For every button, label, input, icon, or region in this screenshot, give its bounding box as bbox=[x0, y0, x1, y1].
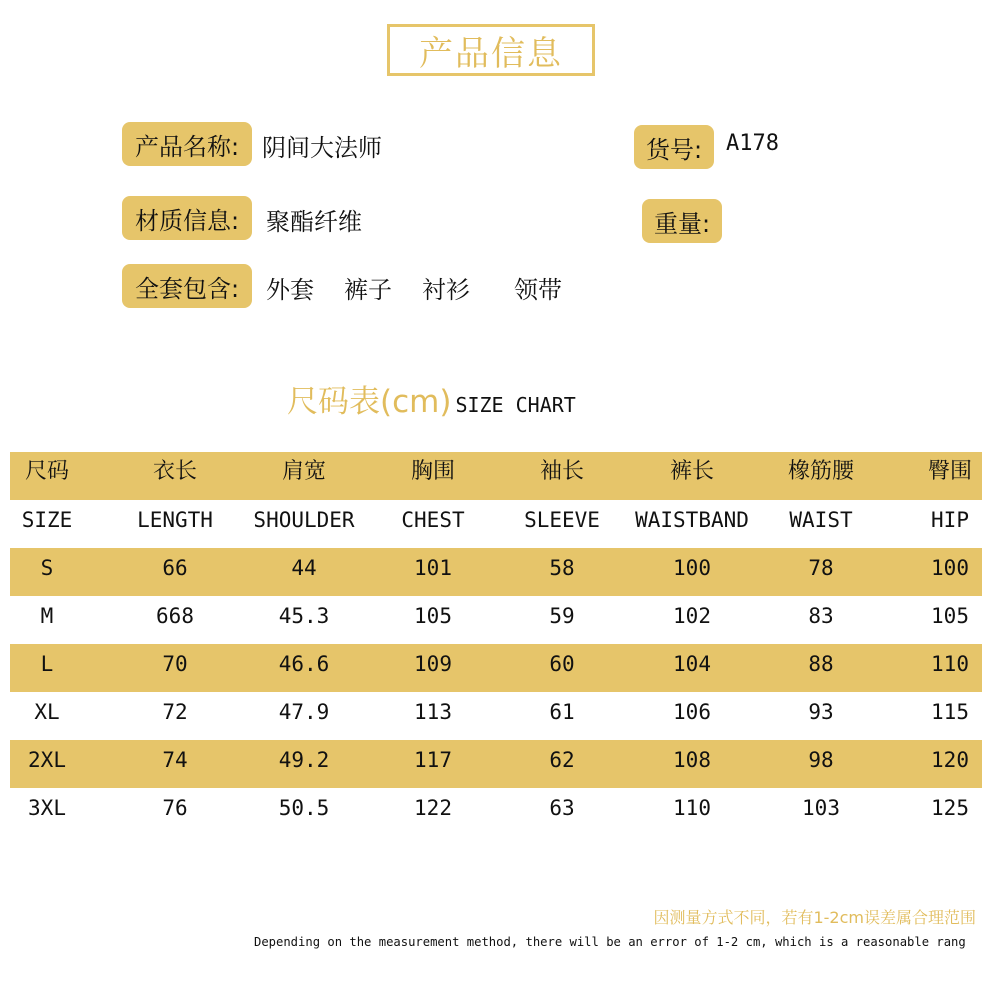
measurement-cell: 88 bbox=[808, 652, 834, 676]
product-name-label: 产品名称: bbox=[122, 122, 252, 166]
table-row bbox=[10, 548, 982, 596]
measurement-cell: 103 bbox=[802, 796, 840, 820]
measurement-cell: 102 bbox=[673, 604, 711, 628]
measurement-cell: 70 bbox=[162, 652, 188, 676]
measurement-cell: 105 bbox=[414, 604, 452, 628]
table-row bbox=[10, 644, 982, 692]
table-row bbox=[10, 740, 982, 788]
measurement-cell: 45.3 bbox=[278, 604, 330, 628]
header-cell: WAISTBAND bbox=[635, 508, 749, 532]
size-table bbox=[10, 452, 982, 836]
measurement-cell: 78 bbox=[808, 556, 834, 580]
measurement-cell: 110 bbox=[673, 796, 711, 820]
size-chart-heading bbox=[287, 376, 576, 420]
set-item-tie: 领带 bbox=[514, 276, 562, 304]
size-cell: XL bbox=[34, 700, 60, 724]
material-label: 材质信息: bbox=[122, 196, 252, 240]
measurement-cell: 117 bbox=[414, 748, 452, 772]
header-cell: SLEEVE bbox=[524, 508, 600, 532]
measurement-cell: 72 bbox=[162, 700, 188, 724]
weight-label: 重量: bbox=[642, 199, 722, 243]
measurement-cell: 93 bbox=[808, 700, 834, 724]
measurement-cell: 60 bbox=[549, 652, 575, 676]
header-cell: WAIST bbox=[789, 508, 853, 532]
size-cell: S bbox=[40, 556, 54, 580]
measurement-cell: 59 bbox=[549, 604, 575, 628]
measurement-cell: 113 bbox=[414, 700, 452, 724]
measurement-cell: 63 bbox=[549, 796, 575, 820]
header-cell: 橡筋腰 bbox=[787, 459, 855, 484]
header-cell: 尺码 bbox=[24, 459, 70, 484]
measurement-cell: 46.6 bbox=[278, 652, 330, 676]
header-cell: SHOULDER bbox=[253, 508, 355, 532]
measurement-note-en: Depending on the measurement method, there will be an error of 1-2 cm, which is a reasonable rang bbox=[254, 935, 966, 949]
sku-value: A178 bbox=[726, 131, 779, 156]
header-cell: CHEST bbox=[401, 508, 465, 532]
measurement-cell: 58 bbox=[549, 556, 575, 580]
measurement-cell: 47.9 bbox=[278, 700, 330, 724]
table-body bbox=[10, 548, 982, 836]
table-row bbox=[10, 788, 982, 836]
measurement-cell: 115 bbox=[931, 700, 969, 724]
measurement-cell: 83 bbox=[808, 604, 834, 628]
size-chart-title-cn: 尺码表(cm) bbox=[287, 384, 452, 420]
measurement-cell: 50.5 bbox=[278, 796, 330, 820]
measurement-cell: 66 bbox=[162, 556, 188, 580]
measurement-cell: 109 bbox=[414, 652, 452, 676]
measurement-cell: 122 bbox=[414, 796, 452, 820]
set-item-shirt: 衬衫 bbox=[422, 276, 470, 304]
header-cell: SIZE bbox=[21, 508, 73, 532]
size-chart-title-en: SIZE CHART bbox=[455, 393, 576, 417]
header-cell: 袖长 bbox=[539, 459, 585, 484]
measurement-cell: 125 bbox=[931, 796, 969, 820]
size-cell: 3XL bbox=[28, 796, 66, 820]
table-header-en bbox=[10, 500, 982, 548]
header-cell: LENGTH bbox=[137, 508, 213, 532]
measurement-cell: 104 bbox=[673, 652, 711, 676]
set-contents-label: 全套包含: bbox=[122, 264, 252, 308]
size-cell: 2XL bbox=[28, 748, 66, 772]
measurement-cell: 110 bbox=[931, 652, 969, 676]
measurement-cell: 108 bbox=[673, 748, 711, 772]
size-cell: L bbox=[40, 652, 54, 676]
page-title: 产品信息 bbox=[387, 24, 595, 76]
measurement-cell: 44 bbox=[291, 556, 317, 580]
measurement-cell: 61 bbox=[549, 700, 575, 724]
header-cell: 胸围 bbox=[410, 459, 456, 484]
header-cell: 臀围 bbox=[927, 459, 973, 484]
header-cell: 肩宽 bbox=[281, 459, 327, 484]
measurement-cell: 74 bbox=[162, 748, 188, 772]
sku-label: 货号: bbox=[634, 125, 714, 169]
measurement-cell: 49.2 bbox=[278, 748, 330, 772]
table-header-cn bbox=[10, 452, 982, 500]
product-name-value: 阴间大法师 bbox=[262, 134, 382, 162]
measurement-cell: 62 bbox=[549, 748, 575, 772]
measurement-cell: 100 bbox=[931, 556, 969, 580]
material-value: 聚酯纤维 bbox=[266, 208, 362, 236]
measurement-cell: 668 bbox=[156, 604, 194, 628]
table-row bbox=[10, 692, 982, 740]
header-cell: 衣长 bbox=[152, 459, 198, 484]
set-item-pants: 裤子 bbox=[344, 276, 392, 304]
measurement-note-cn: 因测量方式不同，若有1-2cm误差属合理范围 bbox=[653, 908, 976, 927]
measurement-cell: 98 bbox=[808, 748, 834, 772]
header-cell: HIP bbox=[931, 508, 969, 532]
measurement-cell: 101 bbox=[414, 556, 452, 580]
header-cell: 裤长 bbox=[669, 459, 715, 484]
measurement-cell: 100 bbox=[673, 556, 711, 580]
set-item-jacket: 外套 bbox=[266, 276, 314, 304]
measurement-cell: 120 bbox=[931, 748, 969, 772]
measurement-cell: 106 bbox=[673, 700, 711, 724]
measurement-cell: 76 bbox=[162, 796, 188, 820]
size-cell: M bbox=[40, 604, 54, 628]
table-row bbox=[10, 596, 982, 644]
measurement-cell: 105 bbox=[931, 604, 969, 628]
